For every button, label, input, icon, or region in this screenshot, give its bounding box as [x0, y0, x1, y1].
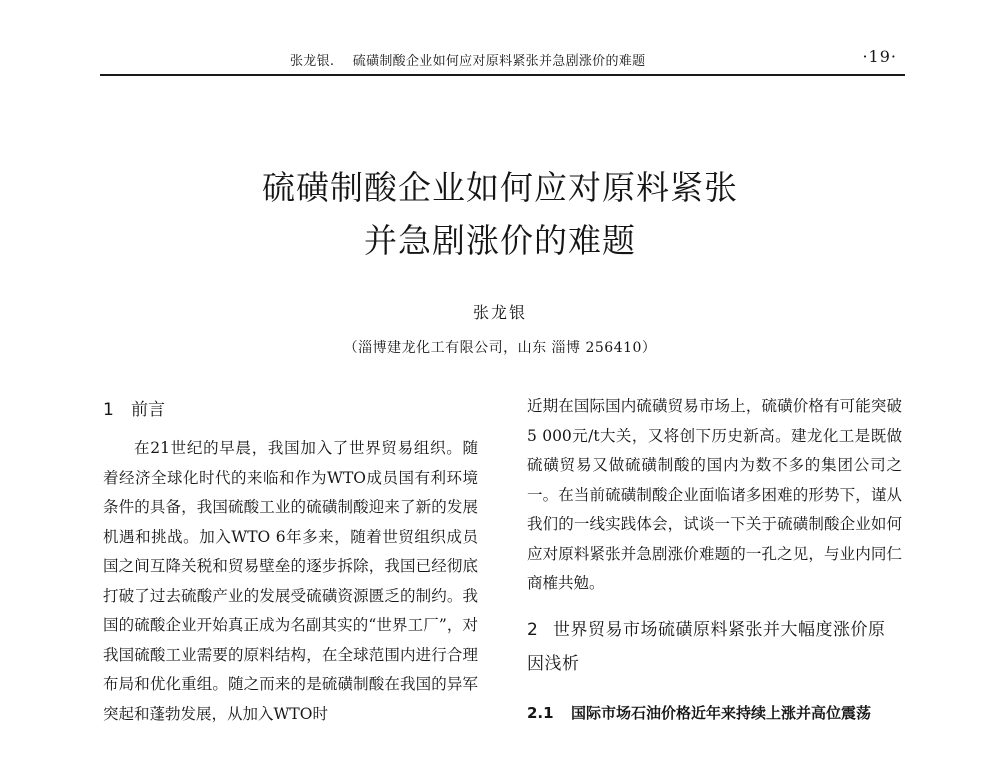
- section-2-title: 世界贸易市场硫磺原料紧张并大幅度涨价原因浅析: [527, 619, 886, 674]
- section-1-number: 1: [103, 400, 114, 420]
- running-header-author: 张龙银.: [290, 54, 335, 69]
- section-2-1-heading: [527, 699, 902, 727]
- article-affiliation: （淄博建龙化工有限公司，山东 淄博 256410）: [343, 340, 657, 356]
- article-author: 张龙银: [472, 303, 527, 322]
- section-1-paragraph: 在21世纪的早晨，我国加入了世界贸易组织。随着经济全球化时代的来临和作为WTO成员国有利环境条件的具备，我国硫酸工业的硫磺制酸迎来了新的发展机遇和挑战。加入WTO 6年多来，随着世贸组织成员国之间互降关税和贸易壁垒的逐步拆除，我国已经彻底打破了过去硫酸产业的发展受硫磺资源匮乏的制约。我国的硫酸企业开始真正成为名副其实的“世界工厂”，对我国硫酸工业需要的原料结构，在全球范围内进行合理布局和优化重组。随之而来的是硫磺制酸在我国的异军突起和蓬勃发展，从加入WTO时: [103, 439, 478, 723]
- running-header-text: [290, 50, 645, 69]
- article-title-line-2: 并急剧涨价的难题: [364, 221, 636, 260]
- right-column-paragraph: 近期在国际国内硫磺贸易市场上，硫磺价格有可能突破5 000元/t大关，又将创下历史新高。建龙化工是既做硫磺贸易又做硫磺制酸的国内为数不多的集团公司之一。在当前硫磺制酸企业面临诸多困难的形势下，谨从我们的一线实践体会，试谈一下关于硫磺制酸企业如何应对原料紧张并急剧涨价难题的一孔之见，与业内同仁商榷共勉。: [527, 397, 902, 592]
- section-2-heading: [527, 613, 902, 681]
- right-column: [527, 392, 902, 727]
- left-column: [103, 392, 478, 729]
- section-2-number: 2: [527, 619, 539, 640]
- section-1-heading: [103, 392, 478, 428]
- article-title-line-1: 硫磺制酸企业如何应对原料紧张: [262, 168, 738, 207]
- section-2-1-title: 国际市场石油价格近年来持续上涨并高位震荡: [571, 703, 872, 722]
- running-header-title: 硫磺制酸企业如何应对原料紧张并急剧涨价的难题: [352, 54, 646, 69]
- page-number: ·19·: [862, 47, 897, 66]
- section-2-1-number: 2.1: [527, 703, 554, 722]
- running-header: [100, 46, 905, 76]
- section-1-title: 前言: [131, 400, 165, 420]
